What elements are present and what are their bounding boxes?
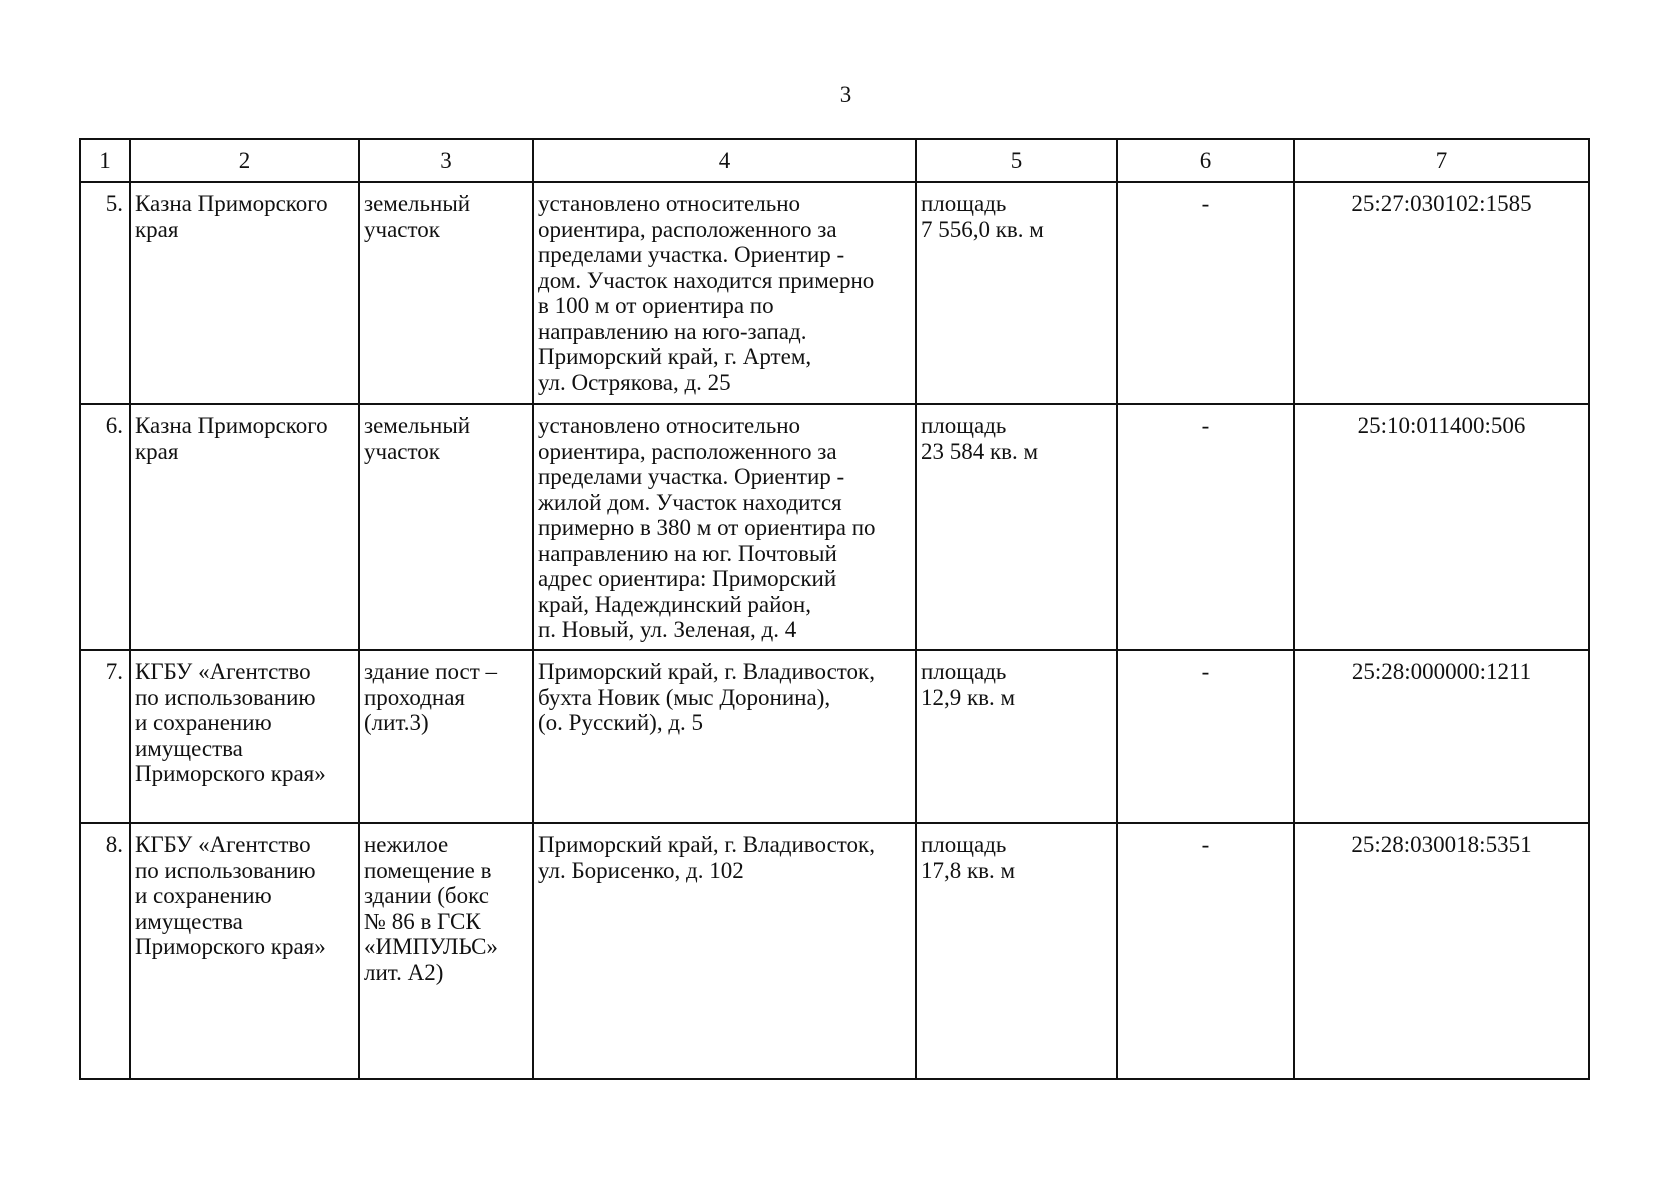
header-row: [80, 139, 1589, 182]
object-type-cell: [359, 823, 533, 1079]
holder-line: и сохранению: [135, 883, 272, 908]
holder-line: и сохранению: [135, 710, 272, 735]
area-cell: [916, 182, 1117, 404]
object-type-cell: [359, 404, 533, 650]
holder-line: по использованию: [135, 684, 316, 710]
holder-line: Казна Приморского: [135, 191, 328, 216]
header-col-1: 1: [80, 139, 130, 182]
header-col-4: 4: [533, 139, 916, 182]
address-line: ориентира, расположенного за: [538, 438, 837, 464]
address-line: установлено относительно: [538, 191, 801, 216]
table-row: [80, 650, 1589, 823]
area-value: 17,8 кв. м: [921, 857, 1016, 883]
cadastral-number: 25:10:011400:506: [1294, 404, 1589, 650]
row-number: 5.: [80, 182, 130, 404]
object-type-line: земельный: [364, 191, 471, 216]
area-label: площадь: [921, 191, 1007, 216]
address-cell: [533, 823, 916, 1079]
holder-line: имущества: [135, 735, 243, 761]
header-col-2: 2: [130, 139, 359, 182]
row-number: 6.: [80, 404, 130, 650]
holder-line: имущества: [135, 908, 243, 934]
row-number: 8.: [80, 823, 130, 1079]
address-line: в 100 м от ориентира по: [538, 293, 774, 318]
address-line: (о. Русский), д. 5: [538, 710, 704, 735]
object-type-line: участок: [364, 438, 440, 464]
address-line: Приморский край, г. Владивосток,: [538, 832, 875, 857]
address-line: Приморский край, г. Владивосток,: [538, 659, 875, 684]
object-type-line: земельный: [364, 413, 471, 438]
holder-line: Казна Приморского: [135, 413, 328, 438]
header-col-3: 3: [359, 139, 533, 182]
object-type-line: здание пост –: [364, 659, 498, 684]
object-type-line: проходная: [364, 684, 465, 710]
address-cell: [533, 182, 916, 404]
object-type-cell: [359, 182, 533, 404]
cadastral-number: 25:27:030102:1585: [1294, 182, 1589, 404]
holder-cell: [130, 404, 359, 650]
holder-cell: [130, 182, 359, 404]
area-value: 12,9 кв. м: [921, 684, 1016, 710]
area-label: площадь: [921, 659, 1007, 684]
address-line: направлению на юг. Почтовый: [538, 540, 837, 566]
col6-cell: -: [1117, 823, 1294, 1079]
area-label: площадь: [921, 832, 1007, 857]
page-number: 3: [839, 82, 852, 107]
address-line: ул. Борисенко, д. 102: [538, 857, 744, 883]
object-type-line: (лит.3): [364, 710, 429, 735]
address-cell: [533, 650, 916, 823]
holder-line: по использованию: [135, 857, 316, 883]
address-line: жилой дом. Участок находится: [538, 489, 842, 515]
address-line: п. Новый, ул. Зеленая, д. 4: [538, 617, 797, 642]
address-line: бухта Новик (мыс Доронина),: [538, 684, 831, 710]
holder-line: КГБУ «Агентство: [135, 659, 311, 684]
area-value: 7 556,0 кв. м: [921, 216, 1044, 242]
object-type-cell: [359, 650, 533, 823]
holder-line: Приморского края»: [135, 761, 326, 786]
address-line: край, Надеждинский район,: [538, 591, 811, 617]
col6-cell: -: [1117, 650, 1294, 823]
property-table: [79, 138, 1590, 1080]
area-cell: [916, 823, 1117, 1079]
header-col-5: 5: [916, 139, 1117, 182]
area-cell: [916, 650, 1117, 823]
table-row: [80, 182, 1589, 404]
holder-line: КГБУ «Агентство: [135, 832, 311, 857]
cadastral-number: 25:28:030018:5351: [1294, 823, 1589, 1079]
object-type-line: «ИМПУЛЬС»: [364, 934, 498, 959]
holder-line: края: [135, 216, 179, 242]
area-label: площадь: [921, 413, 1007, 438]
address-line: установлено относительно: [538, 413, 801, 438]
object-type-line: лит. А2): [364, 959, 444, 985]
row-number: 7.: [80, 650, 130, 823]
holder-line: края: [135, 438, 179, 464]
address-line: дом. Участок находится примерно: [538, 267, 875, 293]
address-line: Приморский край, г. Артем,: [538, 344, 812, 369]
table-row: [80, 404, 1589, 650]
header-col-7: 7: [1294, 139, 1589, 182]
area-value: 23 584 кв. м: [921, 438, 1039, 464]
address-line: ориентира, расположенного за: [538, 216, 837, 242]
address-line: пределами участка. Ориентир -: [538, 242, 845, 267]
address-line: пределами участка. Ориентир -: [538, 464, 845, 489]
object-type-line: участок: [364, 216, 440, 242]
address-line: ул. Острякова, д. 25: [538, 369, 731, 395]
area-cell: [916, 404, 1117, 650]
col6-cell: -: [1117, 404, 1294, 650]
object-type-line: № 86 в ГСК: [364, 908, 481, 934]
holder-line: Приморского края»: [135, 934, 326, 959]
object-type-line: нежилое: [364, 832, 449, 857]
cadastral-number: 25:28:000000:1211: [1294, 650, 1589, 823]
address-line: адрес ориентира: Приморский: [538, 566, 837, 591]
object-type-line: здании (бокс: [364, 883, 489, 908]
address-line: примерно в 380 м от ориентира по: [538, 515, 876, 540]
address-cell: [533, 404, 916, 650]
holder-cell: [130, 823, 359, 1079]
header-col-6: 6: [1117, 139, 1294, 182]
address-line: направлению на юго-запад.: [538, 318, 807, 344]
holder-cell: [130, 650, 359, 823]
col6-cell: -: [1117, 182, 1294, 404]
table-row: [80, 823, 1589, 1079]
object-type-line: помещение в: [364, 857, 492, 883]
